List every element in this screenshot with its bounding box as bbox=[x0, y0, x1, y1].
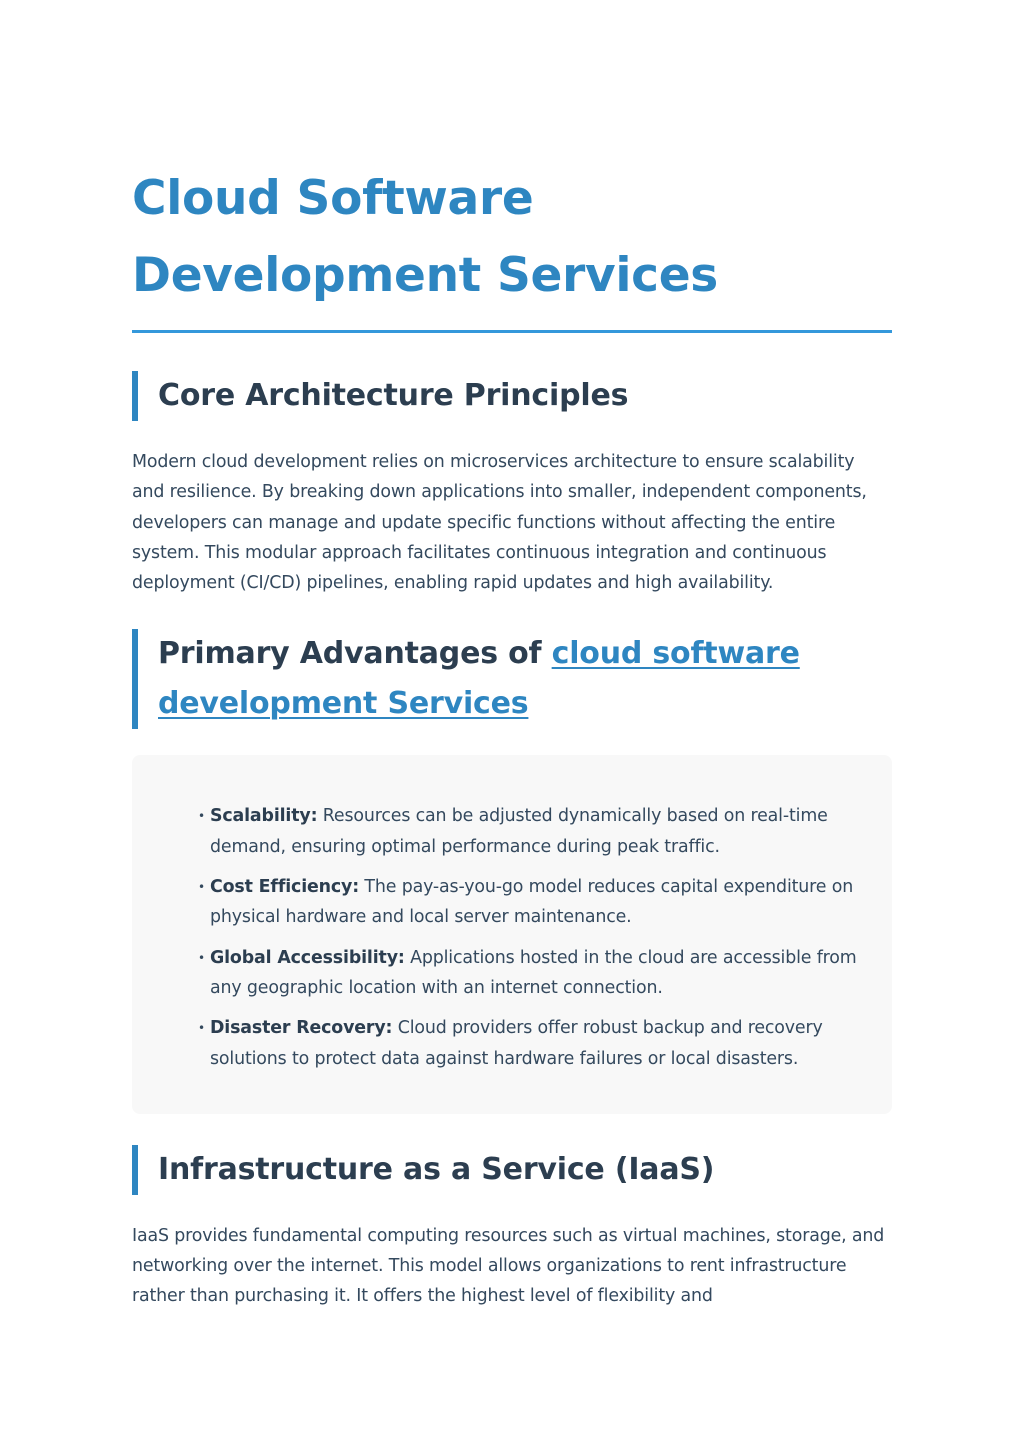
core-architecture-paragraph: Modern cloud development relies on microservices architecture to ensure scalability and resilience. By breaking down applications into smaller, independent components, developers can manage and update specific functions without affecting the entire system. This modular approach facilitates continuous integration and continuous deployment (CI/CD) pipelines, enabling rapid updates and high availability. bbox=[132, 452, 867, 594]
bullet-icon: • bbox=[198, 809, 205, 824]
section-heading-iaas: Infrastructure as a Service (IaaS) bbox=[132, 1145, 892, 1195]
list-item bbox=[198, 943, 864, 1004]
advantage-description: The pay-as-you-go model reduces capital expenditure on physical hardware and local server maintenance. bbox=[210, 877, 854, 928]
document-content bbox=[132, 160, 892, 1312]
advantages-list bbox=[198, 801, 864, 1073]
section-heading-primary-advantages bbox=[132, 629, 892, 729]
list-item bbox=[198, 872, 864, 933]
list-item bbox=[198, 1013, 864, 1074]
advantage-term: Scalability: bbox=[210, 806, 318, 827]
bullet-icon: • bbox=[198, 1021, 205, 1036]
advantages-heading-prefix: Primary Advantages of bbox=[158, 636, 552, 672]
cloud-software-development-services-link[interactable]: cloud software development Services bbox=[158, 636, 800, 722]
bullet-icon: • bbox=[198, 950, 205, 965]
advantage-description: Cloud providers offer robust backup and recovery solutions to protect data against hardware failures or local disasters. bbox=[210, 1018, 823, 1069]
page-title: Cloud Software Development Services bbox=[132, 160, 892, 333]
advantage-description: Applications hosted in the cloud are accessible from any geographic location with an internet connection. bbox=[210, 947, 857, 998]
advantage-term: Disaster Recovery: bbox=[210, 1018, 393, 1039]
bullet-icon: • bbox=[198, 880, 205, 895]
advantages-panel bbox=[132, 755, 892, 1113]
advantage-term: Cost Efficiency: bbox=[210, 877, 360, 898]
list-item bbox=[198, 801, 864, 862]
iaas-paragraph: IaaS provides fundamental computing resources such as virtual machines, storage, and networking over the internet. This model allows organizations to rent infrastructure rather than purchasing it. It offers the highest level of flexibility and bbox=[132, 1225, 885, 1307]
section-heading-core-architecture: Core Architecture Principles bbox=[132, 371, 892, 421]
advantage-description: Resources can be adjusted dynamically based on real-time demand, ensuring optimal performance during peak traffic. bbox=[210, 806, 828, 857]
advantage-term: Global Accessibility: bbox=[210, 947, 405, 968]
